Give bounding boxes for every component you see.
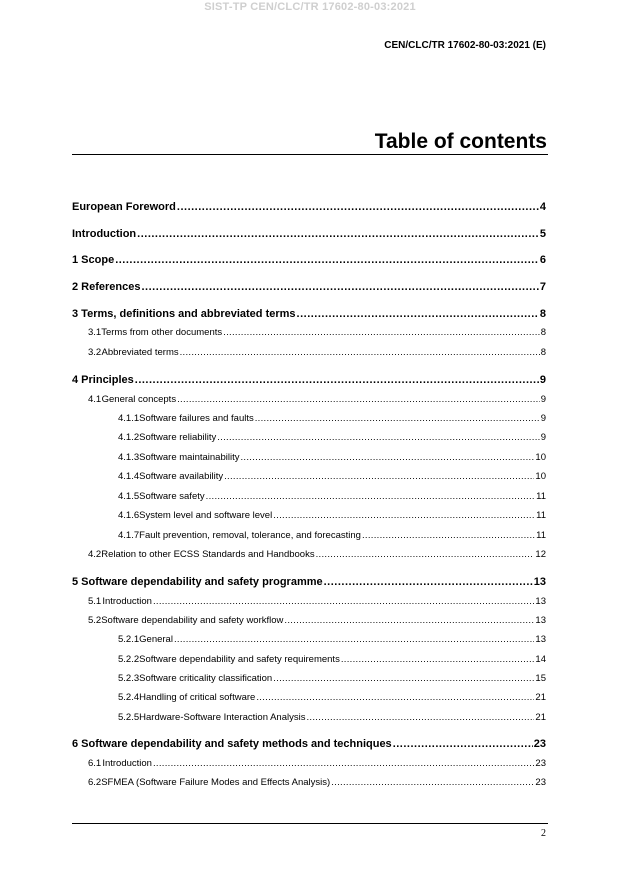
toc-entry-page: 21 <box>535 692 546 703</box>
toc-entry-number: 4.1.1 <box>118 413 140 424</box>
toc-entry[interactable] <box>72 634 546 645</box>
dot-leader <box>316 549 535 560</box>
toc-entry-label: 1 Scope <box>72 254 115 266</box>
dot-leader <box>341 654 535 665</box>
dot-leader <box>223 327 540 338</box>
toc-entry-number: 3.1 <box>88 327 102 338</box>
toc-entry-page: 13 <box>535 634 546 645</box>
toc-entry-number: 6.2 <box>88 777 102 788</box>
dot-leader <box>177 394 540 405</box>
toc-entry[interactable] <box>72 673 546 684</box>
dot-leader <box>115 254 539 266</box>
toc-entry-label: Software criticality classification <box>139 673 273 684</box>
toc-entry-number: 5.2 <box>88 615 102 626</box>
toc-entry[interactable] <box>72 549 546 560</box>
toc-entry-page: 13 <box>535 596 546 607</box>
toc-entry[interactable] <box>72 530 546 541</box>
dot-leader <box>273 510 535 521</box>
toc-entry-label: Introduction <box>102 758 152 769</box>
dot-leader <box>393 738 533 750</box>
page-title: Table of contents <box>374 130 547 153</box>
dot-leader <box>142 281 539 293</box>
toc-entry-page: 9 <box>540 432 546 443</box>
toc-entry[interactable] <box>72 347 546 358</box>
toc-entry-number: 5.2.2 <box>118 654 140 665</box>
toc-entry[interactable] <box>72 413 546 424</box>
toc-entry-number: 4.1.6 <box>118 510 140 521</box>
toc-entry-number: 4.1.5 <box>118 491 140 502</box>
toc-entry-label: 4 Principles <box>72 374 134 386</box>
dot-leader <box>256 692 534 703</box>
toc-entry-label: Software failures and faults <box>139 413 254 424</box>
toc-entry[interactable] <box>72 491 546 502</box>
toc-entry-label: SFMEA (Software Failure Modes and Effects Analysis) <box>101 777 331 788</box>
toc-entry-page: 11 <box>536 530 546 541</box>
toc-entry[interactable] <box>72 201 546 213</box>
toc-entry-label: 5 Software dependability and safety programme <box>72 576 323 588</box>
toc-entry-page: 8 <box>539 308 546 320</box>
toc-entry-label: Terms from other documents <box>101 327 223 338</box>
toc-entry-number: 4.2 <box>88 549 102 560</box>
toc-entry[interactable] <box>72 452 546 463</box>
toc-entry[interactable] <box>72 576 546 588</box>
toc-entry-number: 4.1.3 <box>118 452 140 463</box>
toc-entry-label: 2 References <box>72 281 141 293</box>
toc-entry-page: 15 <box>535 673 546 684</box>
toc-entry-page: 14 <box>535 654 546 665</box>
toc-entry-number: 4.1 <box>88 394 102 405</box>
toc-entry-label: Software safety <box>139 491 205 502</box>
toc-entry[interactable] <box>72 712 546 723</box>
dot-leader <box>284 615 534 626</box>
dot-leader <box>177 201 539 213</box>
toc-entry-page: 5 <box>539 228 546 240</box>
toc-entry-number: 4.1.2 <box>118 432 140 443</box>
toc-entry-page: 10 <box>535 452 546 463</box>
toc-entry-page: 4 <box>539 201 546 213</box>
toc-entry[interactable] <box>72 254 546 266</box>
toc-entry-number: 3.2 <box>88 347 102 358</box>
dot-leader <box>180 347 540 358</box>
toc-entry-label: 6 Software dependability and safety methods and techniques <box>72 738 392 750</box>
toc-entry[interactable] <box>72 596 546 607</box>
toc-entry-label: Hardware-Software Interaction Analysis <box>139 712 306 723</box>
toc-entry-label: Software maintainability <box>139 452 240 463</box>
dot-leader <box>206 491 536 502</box>
dot-leader <box>331 777 534 788</box>
toc-entry-label: Software reliability <box>139 432 217 443</box>
toc-entry-label: Software dependability and safety requirements <box>139 654 340 665</box>
dot-leader <box>174 634 534 645</box>
dot-leader <box>240 452 534 463</box>
toc-entry-label: General concepts <box>101 394 177 405</box>
dot-leader <box>153 758 534 769</box>
toc-entry-page: 11 <box>536 510 546 521</box>
toc-entry-number: 5.2.1 <box>118 634 140 645</box>
toc-entry-number: 5.2.5 <box>118 712 140 723</box>
page-number: 2 <box>541 828 546 839</box>
toc-entry-label: Introduction <box>102 596 152 607</box>
toc-entry[interactable] <box>72 432 546 443</box>
toc-entry[interactable] <box>72 654 546 665</box>
toc-entry[interactable] <box>72 510 546 521</box>
toc-entry-number: 6.1 <box>88 758 102 769</box>
footer-rule <box>72 823 548 824</box>
toc-entry-number: 5.2.4 <box>118 692 140 703</box>
dot-leader <box>137 228 539 240</box>
toc-entry[interactable] <box>72 281 546 293</box>
toc-entry-page: 23 <box>533 738 546 750</box>
toc-entry[interactable] <box>72 308 546 320</box>
dot-leader <box>135 374 539 386</box>
toc-entry-page: 8 <box>540 347 546 358</box>
dot-leader <box>306 712 534 723</box>
toc-entry[interactable] <box>72 758 546 769</box>
toc-entry-label: Abbreviated terms <box>101 347 179 358</box>
dot-leader <box>217 432 539 443</box>
toc-entry[interactable] <box>72 738 546 750</box>
toc-entry[interactable] <box>72 228 546 240</box>
toc-entry-page: 9 <box>540 394 546 405</box>
toc-entry-page: 21 <box>535 712 546 723</box>
toc-entry[interactable] <box>72 374 546 386</box>
toc-entry-label: Fault prevention, removal, tolerance, and forecasting <box>139 530 361 541</box>
toc-entry-page: 8 <box>540 327 546 338</box>
toc-entry-page: 23 <box>535 777 546 788</box>
toc-entry-label: 3 Terms, definitions and abbreviated terms <box>72 308 296 320</box>
toc-entry-page: 11 <box>536 491 546 502</box>
toc-entry-page: 7 <box>539 281 546 293</box>
dot-leader <box>255 413 540 424</box>
toc-entry-label: System level and software level <box>139 510 273 521</box>
toc-entry-label: Software availability <box>139 471 224 482</box>
toc-entry-label: Software dependability and safety workflow <box>101 615 284 626</box>
toc-entry[interactable] <box>72 471 546 482</box>
dot-leader <box>273 673 534 684</box>
toc-entry-number: 5.1 <box>88 596 102 607</box>
toc-entry-page: 13 <box>533 576 546 588</box>
toc-entry-page: 9 <box>540 413 546 424</box>
toc-entry-page: 23 <box>535 758 546 769</box>
toc-entry-label: European Foreword <box>72 201 176 213</box>
toc-entry-page: 13 <box>535 615 546 626</box>
title-rule <box>72 154 548 155</box>
toc-entry-label: Introduction <box>72 228 137 240</box>
toc-entry-page: 12 <box>535 549 546 560</box>
toc-entry[interactable] <box>72 615 546 626</box>
toc-entry[interactable] <box>72 692 546 703</box>
dot-leader <box>153 596 534 607</box>
watermark: SIST-TP CEN/CLC/TR 17602-80-03:2021 <box>204 1 416 13</box>
toc-entry-page: 6 <box>539 254 546 266</box>
dot-leader <box>297 308 539 320</box>
toc-entry-page: 10 <box>535 471 546 482</box>
toc-entry-number: 4.1.7 <box>118 530 140 541</box>
toc-entry[interactable] <box>72 327 546 338</box>
dot-leader <box>324 576 533 588</box>
toc-entry[interactable] <box>72 394 546 405</box>
dot-leader <box>224 471 534 482</box>
toc-entry-number: 5.2.3 <box>118 673 140 684</box>
toc-entry-page: 9 <box>539 374 546 386</box>
dot-leader <box>362 530 535 541</box>
toc-entry-label: Relation to other ECSS Standards and Handbooks <box>101 549 315 560</box>
toc-entry-label: Handling of critical software <box>139 692 256 703</box>
toc-entry-label: General <box>139 634 173 645</box>
toc-entry-number: 4.1.4 <box>118 471 140 482</box>
document-id: CEN/CLC/TR 17602-80-03:2021 (E) <box>384 40 546 51</box>
toc-entry[interactable] <box>72 777 546 788</box>
